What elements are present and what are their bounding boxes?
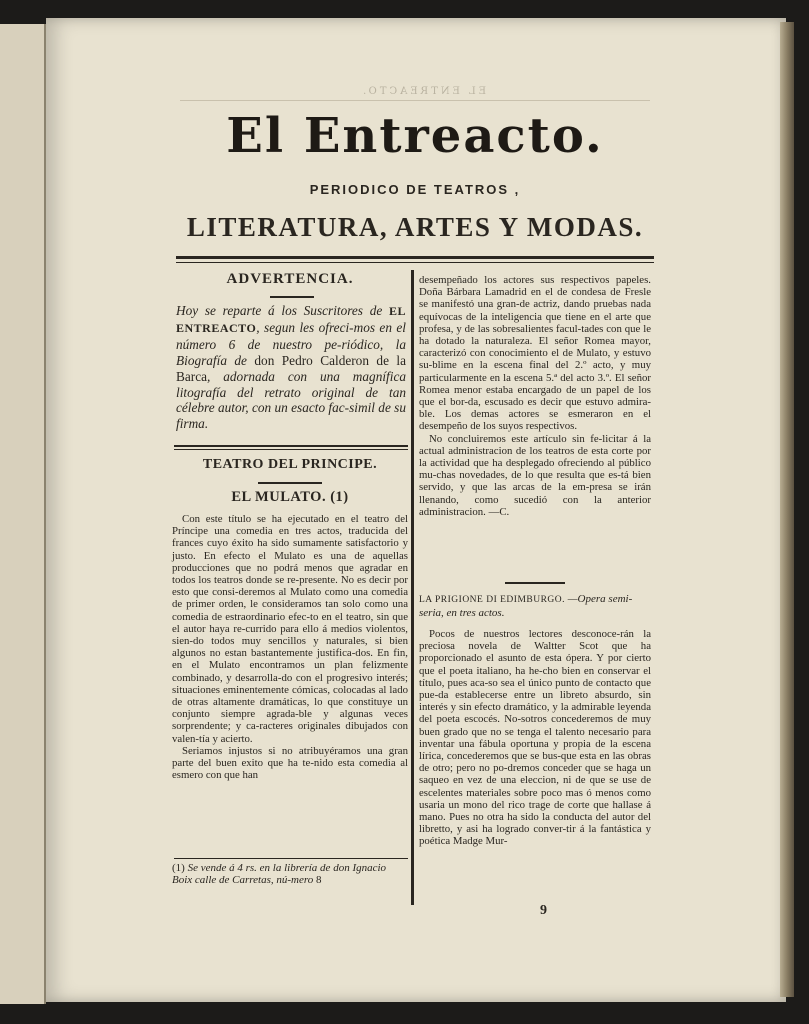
masthead-top-rule (180, 100, 650, 101)
ornament-rule-3 (505, 582, 565, 584)
ornament-rule (270, 296, 314, 298)
article-paragraph: Seriamos injustos si no atribuyéramos una gran parte del buen exito que ha te-nido esta comedia al esmero con que han (172, 744, 408, 782)
section-rule-bottom (174, 449, 408, 450)
masthead-subtitle-2: LITERATURA, ARTES Y MODAS. (186, 212, 644, 242)
opera-article (419, 628, 651, 848)
footnote (172, 862, 408, 887)
footnote-mark: (1) (172, 862, 185, 874)
advertencia-text-5: , adornada con una magnífica litografía del retrato original de tan célebre autor, con un esacto fac-simil de su firma. (176, 368, 406, 432)
advertencia-text-1: Hoy se reparte á los Suscritores de (176, 303, 383, 318)
advertencia-heading: ADVERTENCIA. (226, 271, 354, 287)
advertencia-text-4: don Pedro Calderon de la Barca (176, 352, 406, 384)
column-divider (411, 270, 414, 905)
masthead-double-rule-top (176, 256, 654, 259)
page-number: 9 (540, 903, 547, 918)
footnote-text: Se vende á 4 rs. en la librería de don Ignacio Boix calle de Carretas, nú-mero (172, 862, 387, 887)
article-paragraph: desempeñado los actores sus respectivos papeles. Doña Bárbara Lamadrid en el de condesa de Fresle se manifestó una gran-de actriz, dando pruebas nada equívocas de la inteligencia que tiene en el arte que profesa, y de las sobresalientes facul-tades con que le ha dotado la naturaleza. El señor Romea mayor, caracterizó con conocimiento el de Mulato, y estuvo su-blime en la escena final del 2.º acto, y muy particularmente en la escena 5.ª del acto 3.º. El señor Romea menor estaba encargado de un papel de los que el bor-da, escusado es decir que estuvo admira-ble. Los demas actores se esmeraron en el desempeño de los suyos respectivos. (419, 274, 651, 433)
newspaper-page (46, 18, 786, 1002)
bleed-through-text: EL ENTREACTO. (360, 86, 487, 97)
left-page-edge (0, 24, 46, 1004)
footnote-rule (174, 858, 408, 859)
mulato-heading: EL MULATO. (1) (231, 489, 349, 505)
opera-heading (419, 593, 651, 620)
teatro-article (172, 513, 408, 781)
section-rule-top (174, 445, 408, 447)
article-paragraph: Con este título se ha ejecutado en el teatro del Príncipe una comedia en tres actos, traducida del frances cuyo éxito ha sido sumamente satisfactorio y justo. En efecto el Mulato es una de aquellas producciones que no podrá menos que agradar en todos los teatros donde se re-presente. No es decir por esto que consi-deremos al Mulato como una comedia de primer orden, le consideramos tan solo como una comedia de estraordinario efec-to en el teatro, sin que el autor haya re-currido para ello á medios violentos, sien-do todos muy sencillos y naturales, si bien algunos no estan bastantemente justifica-dos. En fin, en el Mulato encontramos un plan felizmente combinado, y desarrolla-do con el progresivo interés; situaciones eminentemente cómicas, colocadas al lado de otras altamente dramáticas, lo que constituye un conjunto siempre agrada-ble y algunas veces sorprendente; y ca-racteres originales dibujados con valen-tía y acierto. (172, 513, 408, 745)
book-fore-edge (780, 22, 794, 997)
masthead-double-rule-bottom (176, 262, 654, 263)
right-column-article (419, 274, 651, 518)
advertencia-text-2: EL ENTREACTO (176, 304, 407, 335)
advertencia-body (176, 303, 406, 432)
footnote-number: 8 (316, 874, 322, 887)
advertencia-text-3: , segun les ofreci-mos en el número 6 de nuestro pe-riódico, la Biografía de (176, 319, 406, 368)
masthead-subtitle: PERIODICO DE TEATROS , (309, 182, 521, 197)
opera-subtitle: —Opera semi-seria, en tres actos. (419, 593, 633, 619)
article-paragraph: Pocos de nuestros lectores desconoce-rán la preciosa novela de Waltter Scot que ha proporcionado el asunto de esta ópera. Y por cierto que el poeta italiano, ha he-cho bien en conservar el título, pues aca-so sea el único punto de contacto que pue-da establecerse entre un libreto absurdo, sin interés y sin efecto dramático, y la admirable leyenda del poeta escocés. No-sotros concederemos de muy buen grado que no se tenga el talento necesario para inventar una fábula oportuna y propia de la escena lírica, concederemos que se bus-que esta en las obras de otro; pero no po-dremos conceder que se haga un saqueo en vez de una eleccion, ni de que se use de escelentes materiales sobre poco mas ó menos como usaria un mono del rico trage de corte que hallase á mano. Pues no otra ha sido la conducta del autor del libretto, y asi ha logrado conver-tir á la fantástica y poética Madge Mur- (419, 628, 651, 848)
article-paragraph: No concluiremos este artículo sin fe-licitar á la actual administracion de los teatros de esta corte por la actividad que ha desplegado ofreciendo al público mu-chas novedades, de lo que resulta que es-tá bien servido, y que las arcas de la em-presa se irán llenando, como sucedió con la anterior administracion. —C. (419, 432, 651, 518)
teatro-heading: TEATRO DEL PRINCIPE. (202, 457, 378, 472)
ornament-rule-2 (258, 482, 322, 484)
opera-title: LA PRIGIONE DI EDIMBURGO. (419, 595, 566, 605)
masthead-title: El Entreacto. (226, 108, 604, 164)
